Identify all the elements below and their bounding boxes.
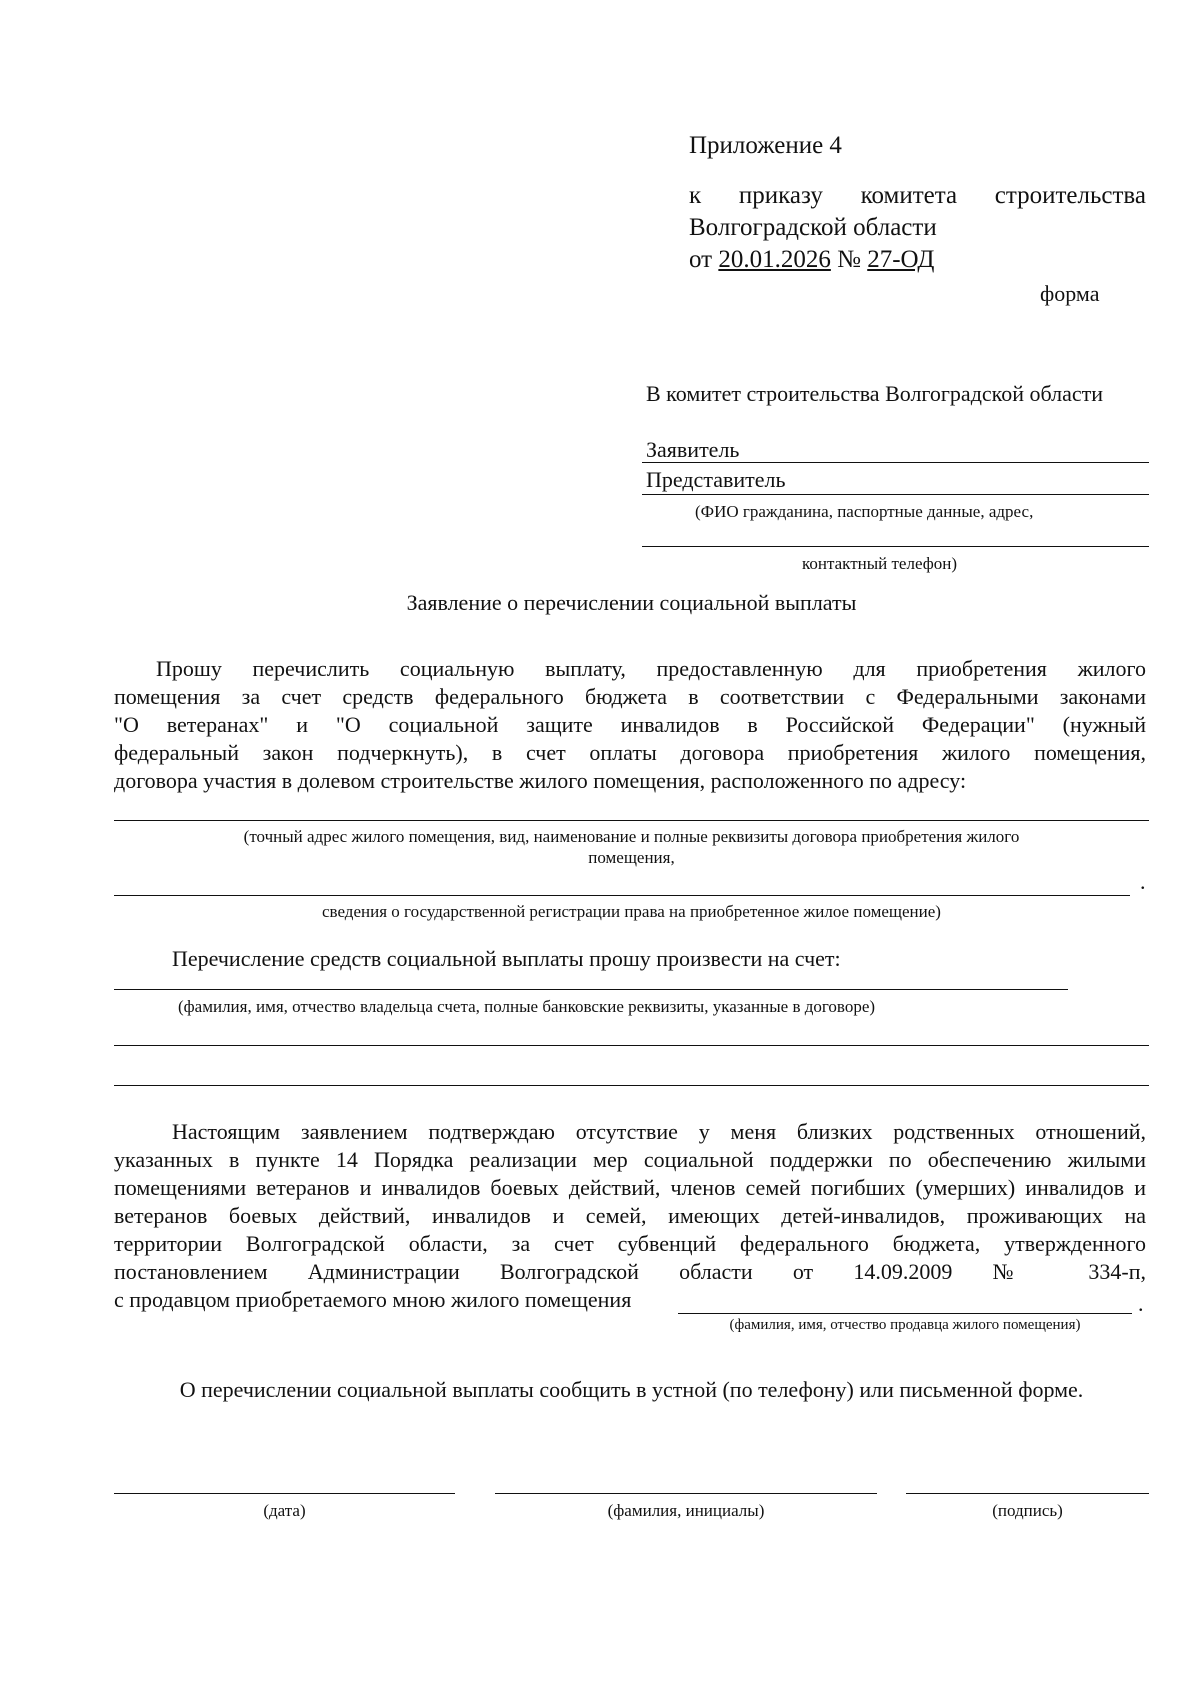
representative-line[interactable] (642, 494, 1149, 495)
applicant-hint-1: (ФИО гражданина, паспортные данные, адрес, (695, 502, 1034, 521)
paragraph-1-line-2: помещения за счет средств федерального бюджета в соответствии с Федеральными законами (114, 684, 1146, 709)
address-hint-1: (точный адрес жилого помещения, вид, наименование и полные реквизиты договора приобретения жилого (243, 827, 1020, 846)
paragraph-1-line-1: Прошу перечислить социальную выплату, предоставленную для приобретения жилого (156, 656, 1146, 681)
paragraph-2-line-7: с продавцом приобретаемого мною жилого помещения (114, 1287, 632, 1312)
representative-label: Представитель (646, 467, 786, 492)
seller-line[interactable] (678, 1313, 1132, 1314)
date-line[interactable] (114, 1493, 455, 1494)
account-details-line-1[interactable] (114, 1045, 1149, 1046)
account-text: Перечисление средств социальной выплаты прошу произвести на счет: (172, 946, 841, 971)
name-hint: (фамилия, инициалы) (607, 1501, 765, 1520)
account-hint: (фамилия, имя, отчество владельца счета, полные банковские реквизиты, указанные в договоре) (178, 997, 876, 1016)
applicant-hint-2: контактный телефон) (802, 554, 957, 573)
applicant-line[interactable] (642, 462, 1149, 463)
address-line[interactable] (114, 820, 1149, 821)
order-number-sign: № (837, 246, 861, 273)
order-line-1: к приказу комитета строительства (689, 182, 1146, 209)
order-line-2: Волгоградской области (689, 214, 937, 241)
paragraph-2-line-1: Настоящим заявлением подтверждаю отсутствие у меня близких родственных отношений, (172, 1119, 1146, 1144)
addressee-to: В комитет строительства Волгоградской области (646, 381, 1104, 406)
paragraph-2-line-4: ветеранов боевых действий, инвалидов и семей, имеющих детей-инвалидов, проживающих на (114, 1203, 1146, 1228)
paragraph-2-line-6: постановлением Администрации Волгоградской области от 14.09.2009 № 334-п, (114, 1259, 1146, 1284)
account-line[interactable] (114, 989, 1068, 990)
form-label: форма (1040, 281, 1100, 306)
paragraph-1-line-3: "О ветеранах" и "О социальной защите инвалидов в Российской Федерации" (нужный (114, 712, 1146, 737)
signature-hint: (подпись) (992, 1501, 1063, 1520)
paragraph-2-line-3: помещениями ветеранов и инвалидов боевых действий, членов семей погибших (умерших) инвалидов и (114, 1175, 1146, 1200)
seller-end-dot: . (1138, 1291, 1144, 1316)
notify-text: О перечислении социальной выплаты сообщить в устной (по телефону) или письменной форме. (179, 1377, 1084, 1402)
document-title: Заявление о перечислении социальной выплаты (406, 590, 857, 615)
address-hint-2: помещения, (588, 848, 675, 867)
name-line[interactable] (495, 1493, 877, 1494)
paragraph-2-line-5: территории Волгоградской области, за счет субвенций федерального бюджета, утвержденного (114, 1231, 1146, 1256)
paragraph-1-line-5: договора участия в долевом строительстве жилого помещения, расположенного по адресу: (114, 768, 967, 793)
appendix-title: Приложение 4 (689, 132, 842, 159)
signature-line[interactable] (906, 1493, 1149, 1494)
order-reference (689, 244, 934, 276)
seller-hint: (фамилия, имя, отчество продавца жилого помещения) (729, 1317, 1081, 1333)
order-date: 20.01.2026 (718, 246, 831, 273)
registration-line[interactable] (114, 895, 1130, 896)
applicant-details-line[interactable] (642, 546, 1149, 547)
account-details-line-2[interactable] (114, 1085, 1149, 1086)
paragraph-1-line-4: федеральный закон подчеркнуть), в счет оплаты договора приобретения жилого помещения, (114, 740, 1146, 765)
order-prefix: от (689, 246, 713, 273)
date-hint: (дата) (263, 1501, 306, 1520)
paragraph-2-line-2: указанных в пункте 14 Порядка реализации мер социальной поддержки по обеспечению жилыми (114, 1147, 1146, 1172)
order-number: 27-ОД (867, 246, 935, 273)
address-end-dot: . (1140, 869, 1146, 894)
address-hint-3: сведения о государственной регистрации права на приобретенное жилое помещение) (322, 902, 941, 921)
applicant-label: Заявитель (646, 437, 740, 462)
